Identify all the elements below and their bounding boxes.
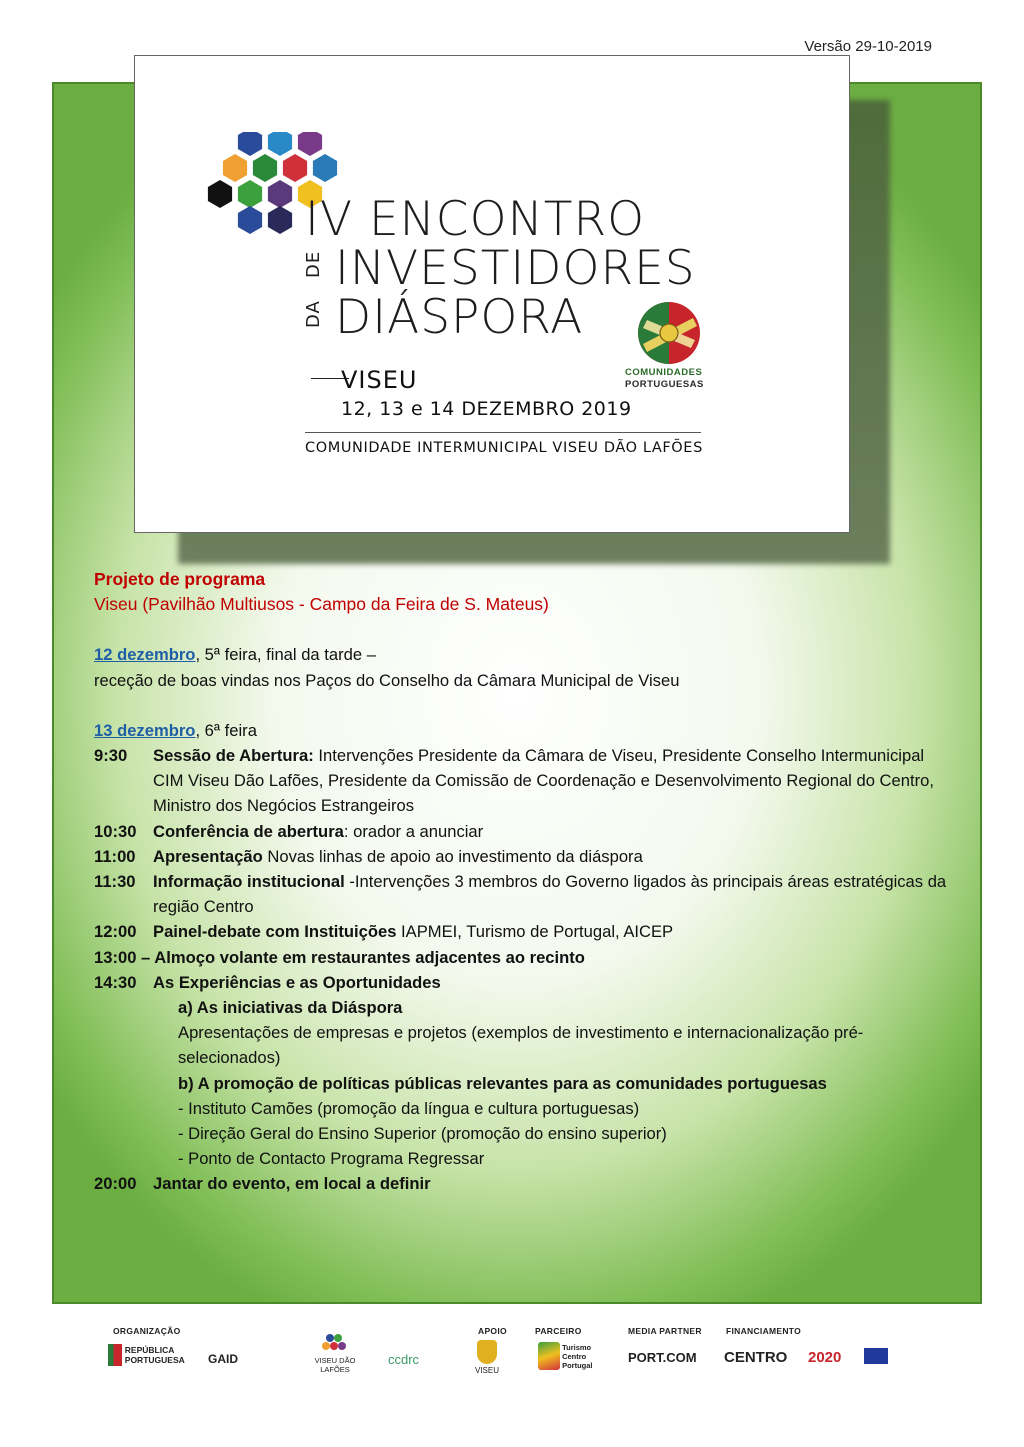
schedule-desc [153, 869, 954, 919]
poster-community: COMUNIDADE INTERMUNICIPAL VISEU DÃO LAFÕES [305, 440, 703, 456]
logo-hexagon [268, 132, 292, 156]
schedule-text: Intervenções Presidente da Câmara de Viseu, Presidente Conselho Intermunicipal CIM Viseu Dão Lafões, Presidente da Comissão de Coordenação e Desenvolvimento Regional do Centro, Ministro dos Negócios Estrangeiros [153, 746, 934, 816]
gaid-logo: GAID [208, 1352, 238, 1366]
schedule-time: 14:30 [94, 972, 137, 992]
label-apoio: APOIO [478, 1326, 507, 1336]
day12-link[interactable]: 12 dezembro [94, 645, 196, 665]
day13-link[interactable]: 13 dezembro [94, 720, 196, 740]
schedule-text: -Intervenções 3 membros do Governo ligados às principais áreas estratégicas da região Centro [153, 872, 947, 917]
label-organizacao: ORGANIZAÇÃO [113, 1326, 181, 1336]
poster-side-de: DE [303, 250, 324, 278]
logo-hexagon [238, 180, 262, 208]
logo-hexagon [313, 154, 337, 182]
schedule-bold: Conferência de abertura [153, 821, 344, 841]
sub-b-item: - Direção Geral do Ensino Superior (promoção do ensino superior) [178, 1124, 667, 1144]
logo-hexagon [283, 154, 307, 182]
schedule-time: 11:30 [94, 872, 136, 892]
logo-hexagon [223, 154, 247, 182]
schedule-bold: Painel-debate com Instituições [153, 922, 397, 942]
logo-hexagon [268, 180, 292, 208]
portugal2020-logo: 2020 [808, 1349, 842, 1366]
republica-text2: PORTUGUESA [124, 1355, 185, 1365]
schedule-item-1430 [94, 970, 954, 995]
schedule-desc [153, 844, 954, 869]
schedule-item [94, 844, 954, 869]
poster-title-line3: DIÁSPORA [335, 290, 584, 345]
logo-hexagon [268, 206, 292, 234]
flag-icon [108, 1344, 122, 1366]
cim-text: VISEU DÃO LAFÕES [314, 1356, 356, 1374]
schedule-desc [153, 743, 954, 819]
schedule-text: IAPMEI, Turismo de Portugal, AICEP [396, 922, 674, 942]
eu-flag-logo [864, 1348, 888, 1367]
eu-flag-icon [864, 1348, 888, 1364]
schedule-bold: Informação institucional [153, 872, 345, 892]
label-media-partner: MEDIA PARTNER [628, 1326, 702, 1336]
ccdrc-logo: ccdrc [388, 1352, 420, 1367]
logo-hexagon [238, 206, 262, 234]
poster-side-da: DA [303, 300, 324, 328]
schedule-text: : orador a anunciar [343, 821, 484, 841]
schedule-time: 20:00 [94, 1174, 137, 1194]
schedule-item [94, 869, 954, 919]
poster-title-line2: INVESTIDORES [335, 241, 696, 296]
schedule-time: 10:30 [94, 821, 137, 841]
logo-hexagon [238, 132, 262, 156]
viseu-logo-text: VISEU [475, 1366, 500, 1375]
schedule-time: 9:30 [94, 746, 128, 766]
poster-dates: 12, 13 e 14 DEZEMBRO 2019 [341, 398, 632, 420]
schedule-bold: Sessão de Abertura: [153, 746, 314, 766]
label-parceiro: PARCEIRO [535, 1326, 582, 1336]
day12-heading [94, 642, 954, 667]
sub-b-item: - Instituto Camões (promoção da língua e cultura portuguesas) [178, 1098, 640, 1118]
experiences-title: As Experiências e as Oportunidades [153, 972, 441, 992]
schedule-time: 12:00 [94, 922, 137, 942]
turismo-text: Turismo Centro Portugal [562, 1342, 593, 1370]
schedule-item [94, 743, 954, 819]
portcom-logo: PORT.COM [628, 1350, 697, 1365]
turismo-logo [538, 1342, 608, 1370]
sub-b-title: b) A promoção de políticas públicas relevantes para as comunidades portuguesas [178, 1073, 827, 1093]
sub-a-title: a) As iniciativas da Diáspora [178, 998, 403, 1018]
comunidades-label: COMUNIDADES [625, 367, 703, 378]
dinner-text: Jantar do evento, em local a definir [153, 1174, 431, 1194]
day12-description: receção de boas vindas nos Paços do Conselho da Câmara Municipal de Viseu [94, 670, 680, 690]
logo-hexagon [298, 132, 322, 156]
sponsors-footer [0, 1322, 1024, 1412]
day13-rest: , 6ª feira [195, 720, 257, 740]
schedule-desc [153, 919, 954, 944]
program-content [94, 567, 954, 1197]
day13-heading [94, 718, 954, 743]
day12-rest: , 5ª feira, final da tarde – [195, 645, 376, 665]
program-title: Projeto de programa [94, 569, 266, 589]
schedule-time: 11:00 [94, 846, 136, 866]
centro2020-logo: CENTRO [724, 1349, 788, 1366]
schedule-desc [153, 819, 954, 844]
sub-a-text: Apresentações de empresas e projetos (exemplos de investimento e internacionalização pré-selecionados) [178, 1023, 864, 1068]
schedule-bold: Apresentação [153, 846, 263, 866]
comunidades-emblem-icon [633, 300, 705, 366]
republica-text1: REPÚBLICA [124, 1345, 175, 1355]
poster-divider [305, 432, 701, 433]
cim-logo [300, 1332, 370, 1374]
logo-hexagon [208, 180, 232, 208]
viseu-shield-icon [477, 1340, 497, 1364]
poster-title-line1: IV ENCONTRO [305, 192, 646, 247]
logo-hexagon [253, 154, 277, 182]
event-poster [134, 55, 850, 533]
poster-city: VISEU [341, 366, 418, 394]
cim-hex-icon [322, 1332, 348, 1354]
schedule-item-2000 [94, 1171, 954, 1196]
label-financiamento: FINANCIAMENTO [726, 1326, 802, 1336]
sub-b-item: - Ponto de Contacto Programa Regressar [178, 1149, 485, 1169]
schedule-list [94, 743, 954, 945]
portuguesas-label: PORTUGUESAS [625, 379, 704, 390]
schedule-text: Novas linhas de apoio ao investimento da diáspora [262, 846, 643, 866]
viseu-logo [475, 1340, 499, 1375]
program-place: Viseu (Pavilhão Multiusos - Campo da Feira de S. Mateus) [94, 594, 549, 615]
lunch-item: 13:00 – Almoço volante em restaurantes adjacentes ao recinto [94, 947, 585, 967]
version-label: Versão 29-10-2019 [804, 38, 932, 55]
republica-logo [108, 1344, 185, 1366]
schedule-item [94, 819, 954, 844]
schedule-item [94, 919, 954, 944]
sub-b-list [94, 1096, 954, 1172]
turismo-icon [538, 1342, 560, 1370]
